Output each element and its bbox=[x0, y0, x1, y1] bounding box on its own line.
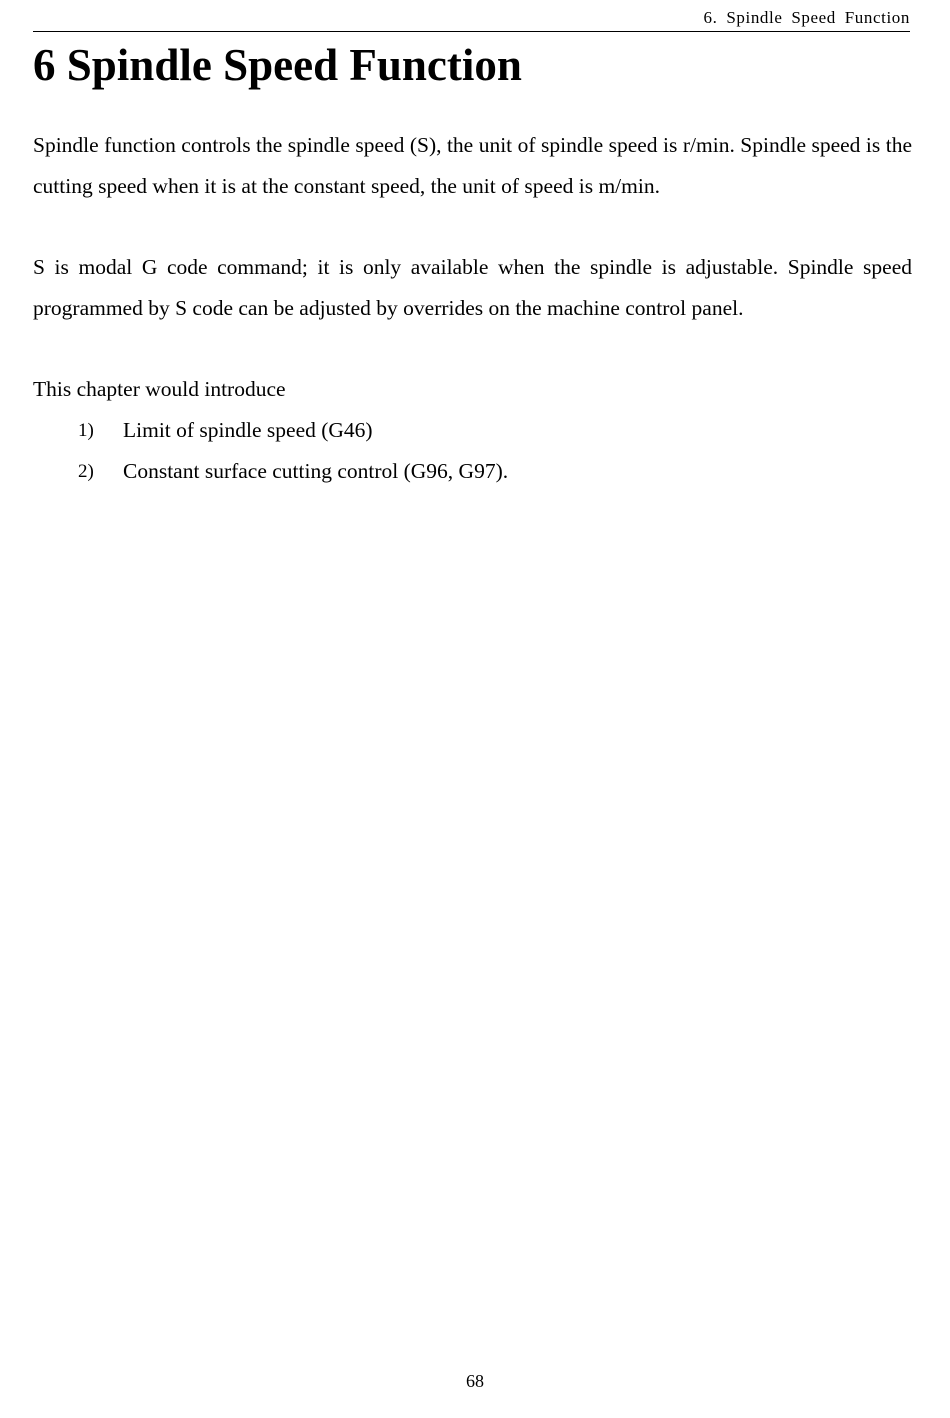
paragraph-text: S is modal G code command; it is only available when the spindle is adjustable. Spindle speed programmed by S code can be adjusted by overrides on the machine control panel. bbox=[33, 255, 912, 320]
intro-paragraph-1 bbox=[33, 125, 912, 207]
chapter-title: 6 Spindle Speed Function bbox=[33, 40, 522, 90]
list-marker: 1) bbox=[78, 420, 94, 441]
paragraph-text: This chapter would introduce bbox=[33, 377, 286, 401]
list-marker: 2) bbox=[78, 461, 94, 482]
list-item-text: Constant surface cutting control (G96, G97). bbox=[123, 459, 509, 483]
list-item-text: Limit of spindle speed (G46) bbox=[123, 418, 373, 442]
running-header: 6. Spindle Speed Function bbox=[703, 8, 910, 27]
intro-paragraph-3 bbox=[33, 369, 912, 410]
intro-paragraph-2 bbox=[33, 247, 912, 329]
header-rule bbox=[33, 31, 910, 32]
list-item bbox=[78, 451, 508, 492]
chapter-topics-list bbox=[78, 410, 508, 492]
paragraph-text: Spindle function controls the spindle speed (S), the unit of spindle speed is r/min. Spindle speed is the cutting speed when it is at the constant speed, the unit of speed is m/min. bbox=[33, 133, 912, 198]
list-item bbox=[78, 410, 508, 451]
page-number: 68 bbox=[466, 1371, 484, 1391]
